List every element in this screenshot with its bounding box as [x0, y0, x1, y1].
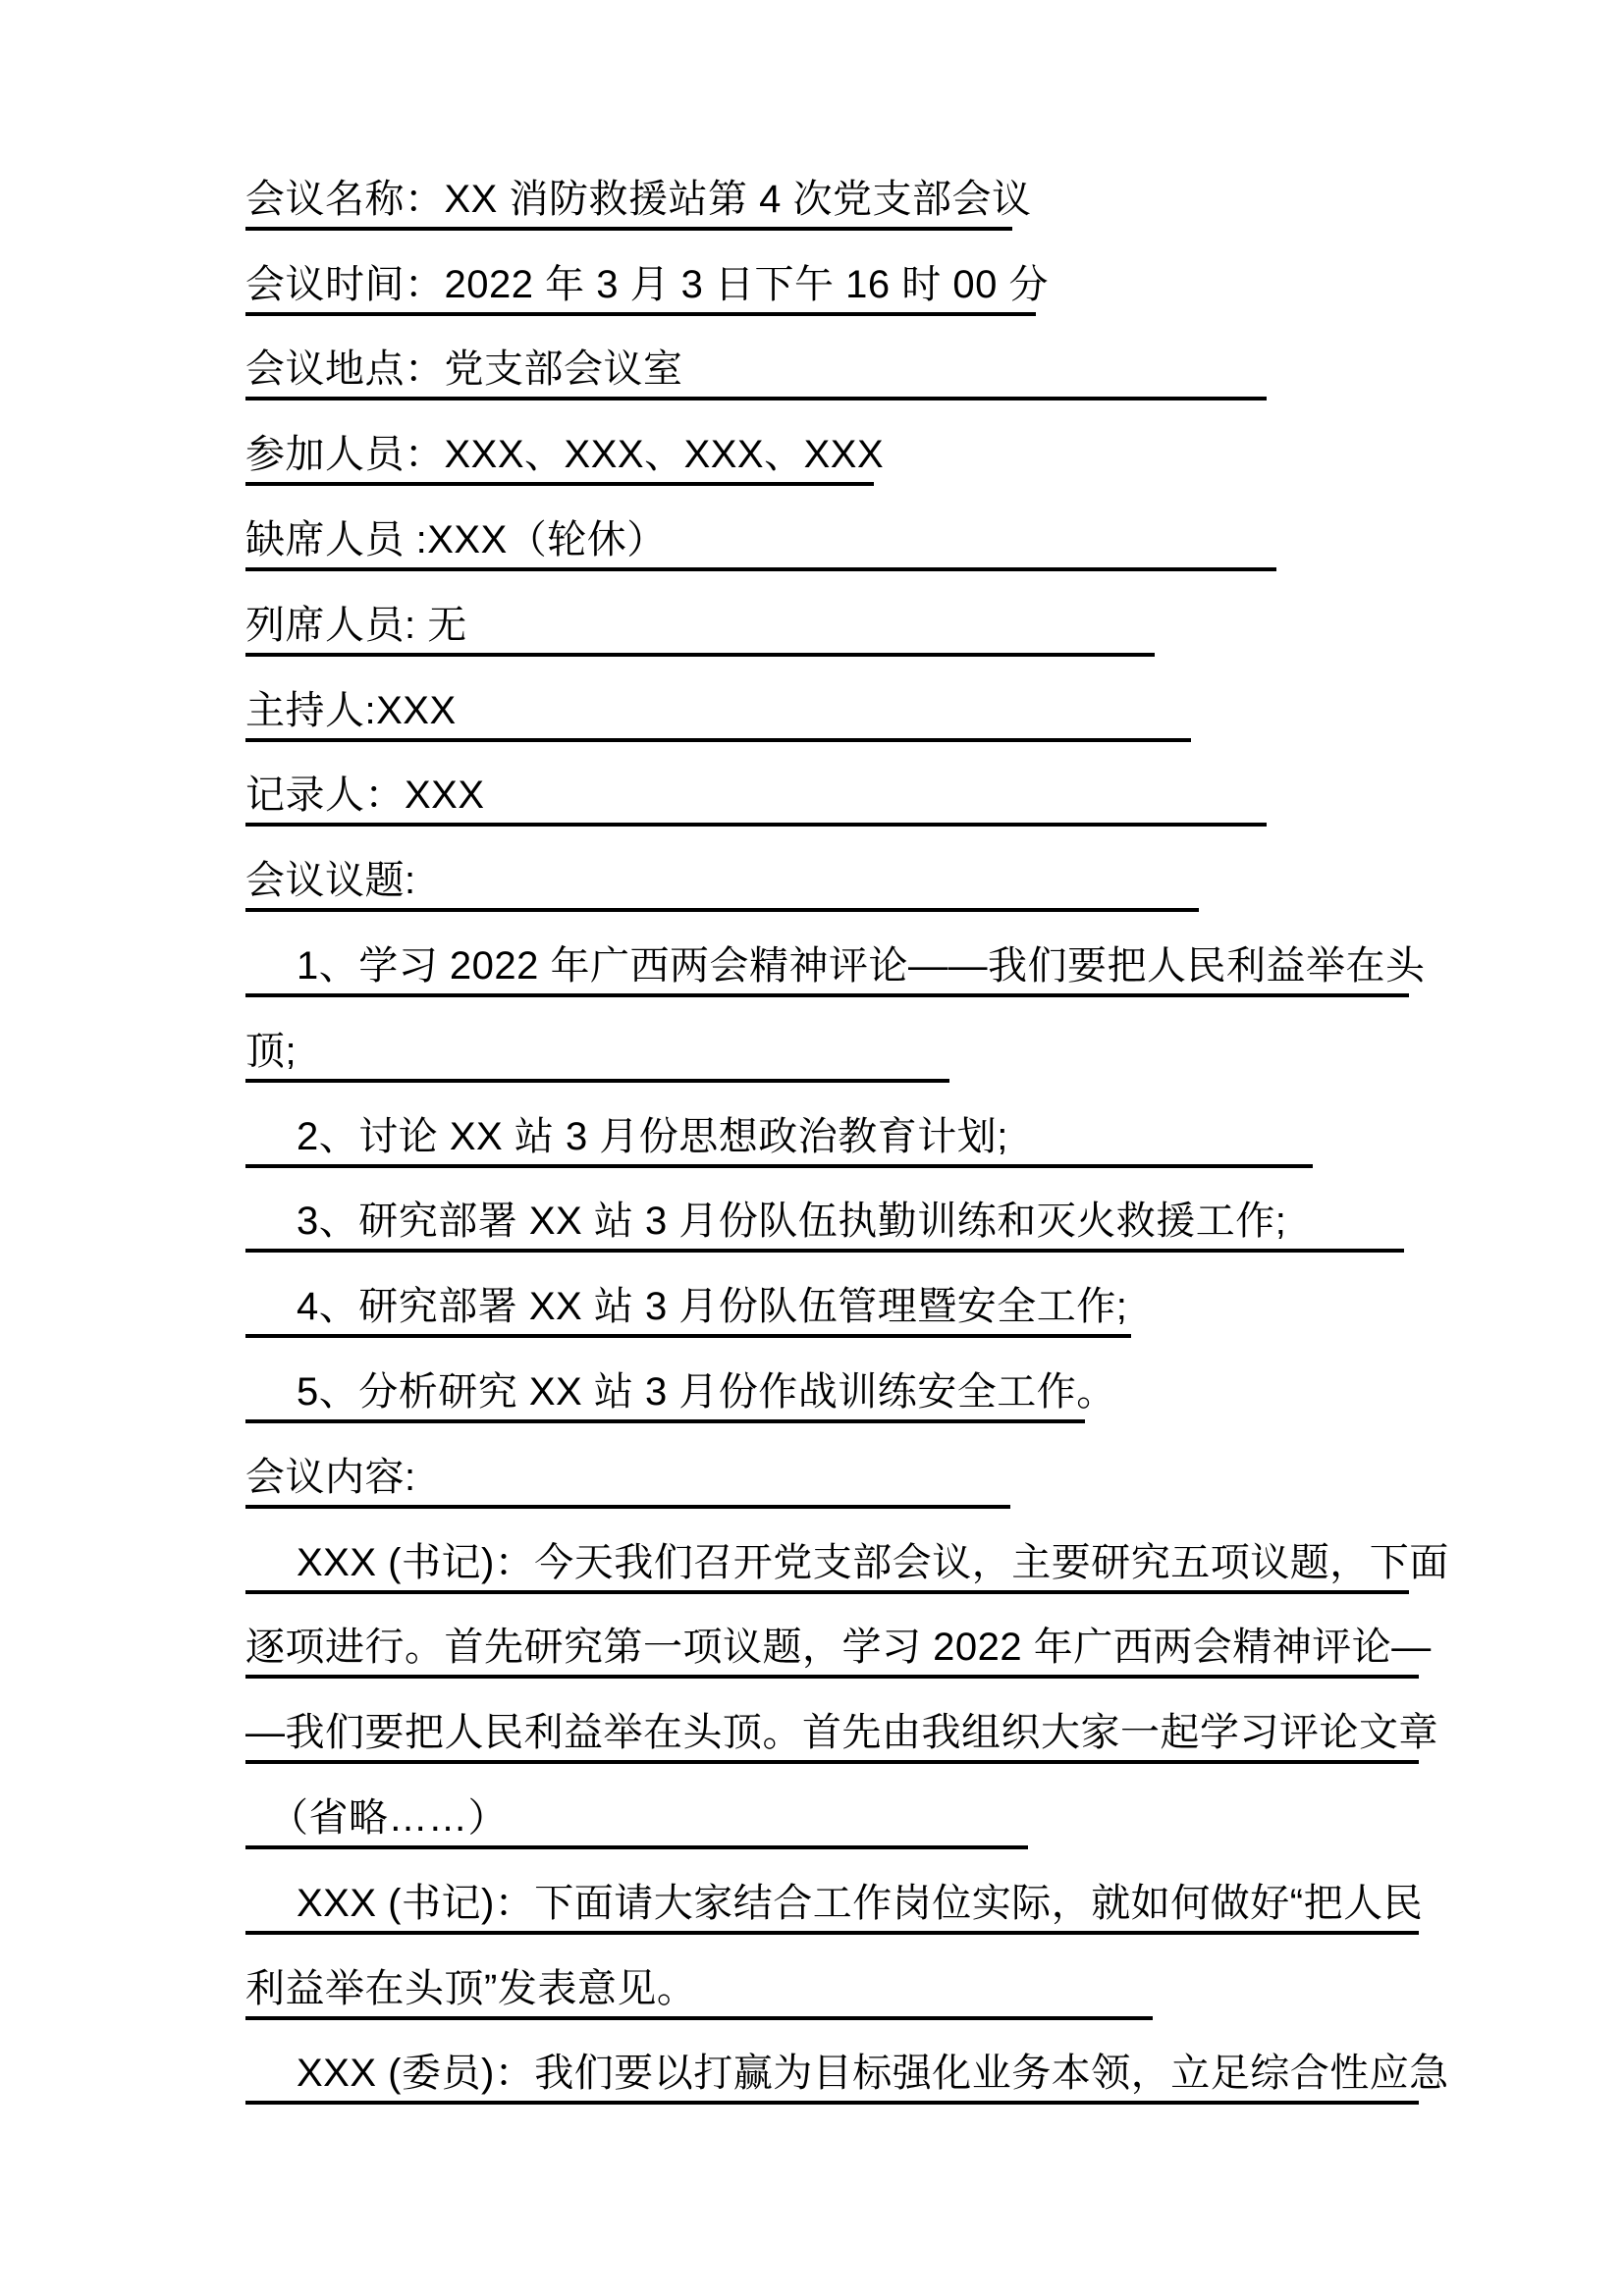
agenda-item-1b-text: 顶; — [245, 1030, 949, 1083]
line-agenda-item-2 — [245, 1083, 1424, 1168]
line-agenda-item-4 — [245, 1253, 1424, 1338]
attendees-text: 参加人员：XXX、XXX、XXX、XXX — [245, 433, 874, 486]
line-agenda-item-1a — [245, 912, 1424, 997]
observers-text: 列席人员: 无 — [245, 604, 1155, 657]
meeting-time-text: 会议时间：2022 年 3 月 3 日下午 16 时 00 分 — [245, 263, 1036, 316]
meeting-place-text: 会议地点：党支部会议室 — [245, 347, 1267, 400]
content-p1b-text: 逐项进行。首先研究第一项议题，学习 2022 年广西两会精神评论— — [245, 1626, 1419, 1679]
line-attendees — [245, 400, 1424, 486]
line-content-p2a — [245, 1849, 1424, 1935]
agenda-item-4-text: 4、研究部署 XX 站 3 月份队伍管理暨安全工作; — [245, 1285, 1131, 1338]
line-content-p3a — [245, 2020, 1449, 2106]
meeting-minutes-document — [245, 145, 1449, 2105]
line-agenda-item-1b — [245, 997, 1424, 1083]
agenda-item-1a-text: 1、学习 2022 年广西两会精神评论——我们要把人民利益举在头 — [245, 944, 1409, 997]
meeting-name-text: 会议名称：XX 消防救援站第 4 次党支部会议 — [245, 178, 1012, 231]
absentees-text: 缺席人员 :XXX（轮休） — [245, 518, 1276, 571]
line-meeting-place — [245, 316, 1424, 401]
line-host — [245, 657, 1424, 742]
content-p2a-text: XXX (书记)：下面请大家结合工作岗位实际，就如何做好“把人民 — [245, 1882, 1419, 1935]
agenda-item-3-text: 3、研究部署 XX 站 3 月份队伍执勤训练和灭火救援工作; — [245, 1200, 1404, 1253]
line-recorder — [245, 742, 1424, 828]
content-p1d-text: （省略……） — [245, 1796, 1028, 1849]
line-agenda-heading — [245, 827, 1424, 912]
line-absentees — [245, 486, 1424, 571]
content-heading-text: 会议内容: — [245, 1456, 1010, 1509]
line-agenda-item-5 — [245, 1338, 1424, 1423]
line-meeting-time — [245, 231, 1424, 316]
line-content-p1d — [245, 1764, 1424, 1849]
content-p1a-text: XXX (书记)：今天我们召开党支部会议，主要研究五项议题，下面 — [245, 1541, 1409, 1594]
content-p3a-text: XXX (委员)：我们要以打赢为目标强化业务本领，立足综合性应急 — [245, 2052, 1419, 2105]
line-content-p1a — [245, 1509, 1449, 1594]
content-p2b-text: 利益举在头顶”发表意见。 — [245, 1967, 1153, 2020]
agenda-item-5-text: 5、分析研究 XX 站 3 月份作战训练安全工作。 — [245, 1370, 1085, 1423]
host-text: 主持人:XXX — [245, 689, 1191, 742]
agenda-item-2-text: 2、讨论 XX 站 3 月份思想政治教育计划; — [245, 1115, 1313, 1168]
content-p1c-text: —我们要把人民利益举在头顶。首先由我组织大家一起学习评论文章 — [245, 1711, 1419, 1764]
line-content-heading — [245, 1423, 1424, 1509]
agenda-heading-text: 会议议题: — [245, 859, 1199, 912]
line-meeting-name — [245, 145, 1424, 231]
line-observers — [245, 571, 1424, 657]
line-content-p1c — [245, 1679, 1438, 1764]
recorder-text: 记录人：XXX — [245, 774, 1267, 827]
line-content-p2b — [245, 1935, 1424, 2020]
line-agenda-item-3 — [245, 1168, 1424, 1254]
line-content-p1b — [245, 1594, 1432, 1680]
